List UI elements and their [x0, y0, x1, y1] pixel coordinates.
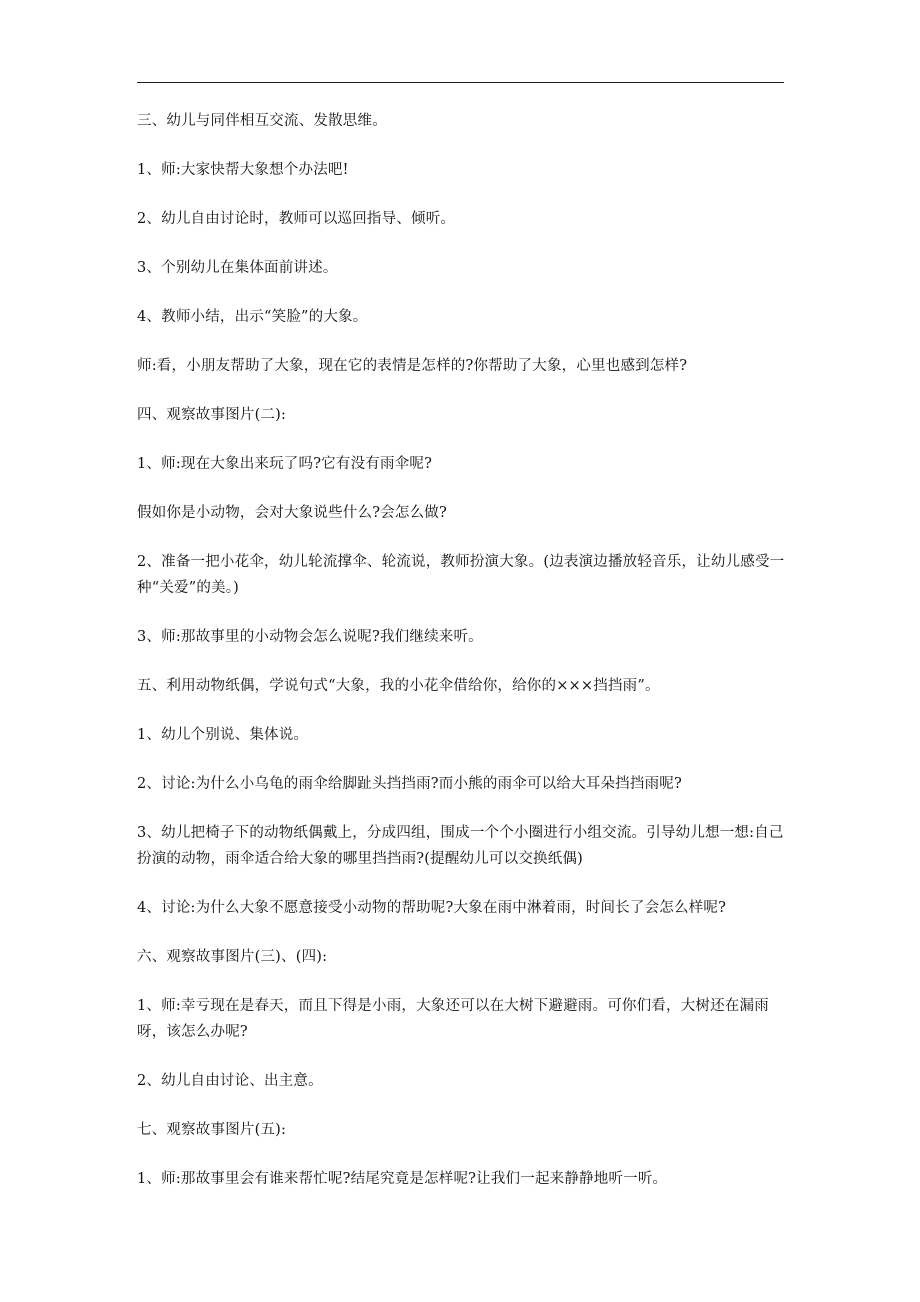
document-body	[137, 108, 787, 1215]
section-heading-4: 四、观察故事图片(二):	[137, 407, 287, 423]
paragraph: 1、幼儿个别说、集体说。	[137, 727, 309, 743]
paragraph: 3、个别幼儿在集体面前讲述。	[137, 260, 338, 276]
paragraph: 3、幼儿把椅子下的动物纸偶戴上，分成四组，围成一个个小圈进行小组交流。引导幼儿想一想:自己扮演的动物，雨伞适合给大象的哪里挡挡雨?(提醒幼儿可以交换纸偶)	[137, 825, 784, 867]
paragraph: 1、师:现在大象出来玩了吗?它有没有雨伞呢?	[137, 456, 433, 472]
paragraph: 2、讨论:为什么小乌龟的雨伞给脚趾头挡挡雨?而小熊的雨伞可以给大耳朵挡挡雨呢?	[137, 776, 682, 792]
paragraph: 2、准备一把小花伞，幼儿轮流撑伞、轮流说，教师扮演大象。(边表演边播放轻音乐，让幼儿感受一种“关爱”的美。)	[137, 554, 785, 596]
paragraph: 2、幼儿自由讨论、出主意。	[137, 1073, 323, 1089]
section-heading-3: 三、幼儿与同伴相互交流、发散思维。	[137, 113, 387, 129]
header-rule	[137, 82, 784, 83]
paragraph: 1、师:大家快帮大象想个办法吧!	[137, 162, 349, 178]
paragraph: 4、讨论:为什么大象不愿意接受小动物的帮助呢?大象在雨中淋着雨，时间长了会怎么样呢?	[137, 900, 727, 916]
section-heading-7: 七、观察故事图片(五):	[137, 1122, 287, 1138]
paragraph: 假如你是小动物，会对大象说些什么?会怎么做?	[137, 505, 447, 521]
paragraph: 4、教师小结，出示“笑脸”的大象。	[137, 309, 368, 325]
paragraph: 3、师:那故事里的小动物会怎么说呢?我们继续来听。	[137, 629, 483, 645]
section-heading-6: 六、观察故事图片(三)、(四):	[137, 949, 328, 965]
paragraph: 2、幼儿自由讨论时，教师可以巡回指导、倾听。	[137, 211, 456, 227]
paragraph: 师:看，小朋友帮助了大象，现在它的表情是怎样的?你帮助了大象，心里也感到怎样?	[137, 358, 688, 374]
paragraph: 1、师:幸亏现在是春天，而且下得是小雨，大象还可以在大树下避避雨。可你们看，大树还在漏雨呀，该怎么办呢?	[137, 998, 769, 1040]
paragraph: 1、师:那故事里会有谁来帮忙呢?结尾究竟是怎样呢?让我们一起来静静地听一听。	[137, 1171, 668, 1187]
section-heading-5: 五、利用动物纸偶，学说句式“大象，我的小花伞借给你，给你的×××挡挡雨”。	[137, 678, 660, 694]
